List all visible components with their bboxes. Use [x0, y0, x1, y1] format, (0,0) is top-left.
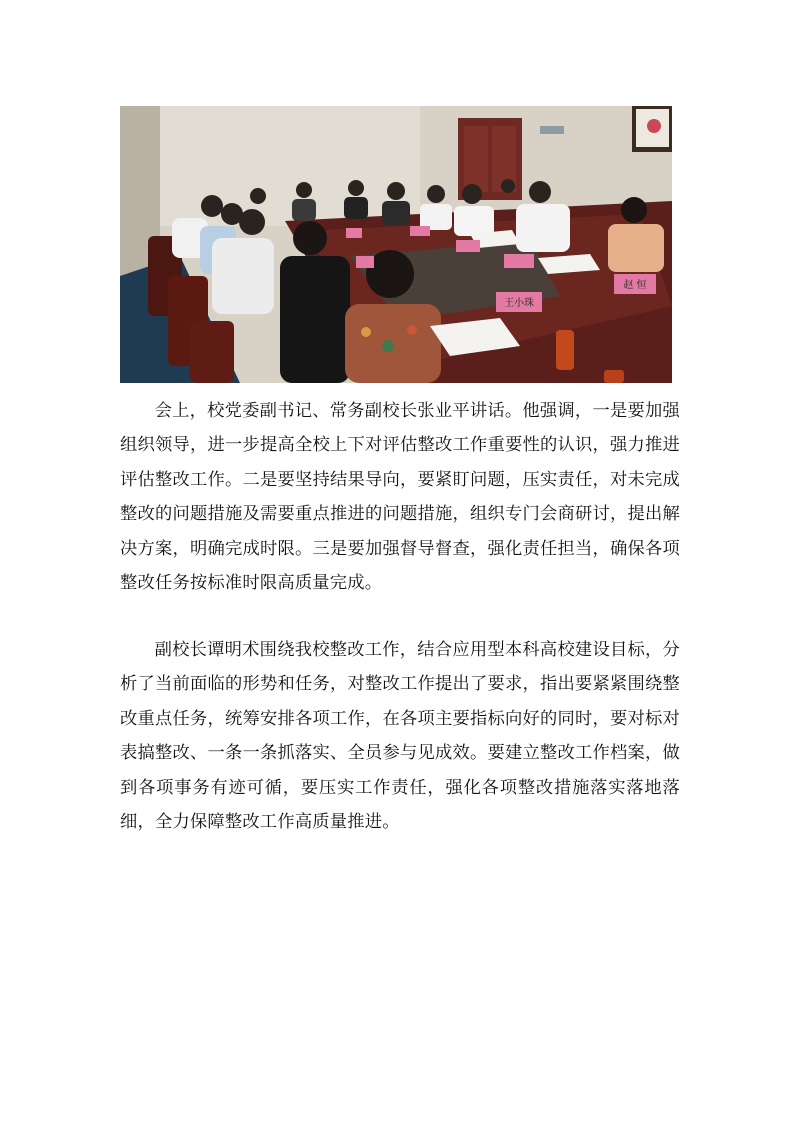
- name-plate-2: 赵 恒: [623, 280, 647, 291]
- paragraph-2: 副校长谭明术围绕我校整改工作，结合应用型本科高校建设目标，分析了当前面临的形势和任务，对整改工作提出了要求，指出要紧紧围绕整改重点任务，统筹安排各项工作，在各项主要指标向好的同时，要对标对表搞整改、一条一条抓落实、全员参与见成效。要建立整改工作档案，做到各项事务有迹可循，要压实工作责任，强化各项整改措施落实落地落细，全力保障整改工作高质量推进。: [120, 640, 680, 833]
- paragraph-1: 会上，校党委副书记、常务副校长张业平讲话。他强调，一是要加强组织领导，进一步提高全校上下对评估整改工作重要性的认识，强力推进评估整改工作。二是要坚持结果导向，要紧盯问题，压实责任，对未完成整改的问题措施及需要重点推进的问题措施，组织专门会商研讨，提出解决方案，明确完成时限。三是要加强督导督查，强化责任担当，确保各项整改任务按标准时限高质量完成。: [120, 401, 680, 594]
- meeting-photo: [120, 106, 672, 383]
- name-plate-1: 王小珠: [504, 298, 534, 309]
